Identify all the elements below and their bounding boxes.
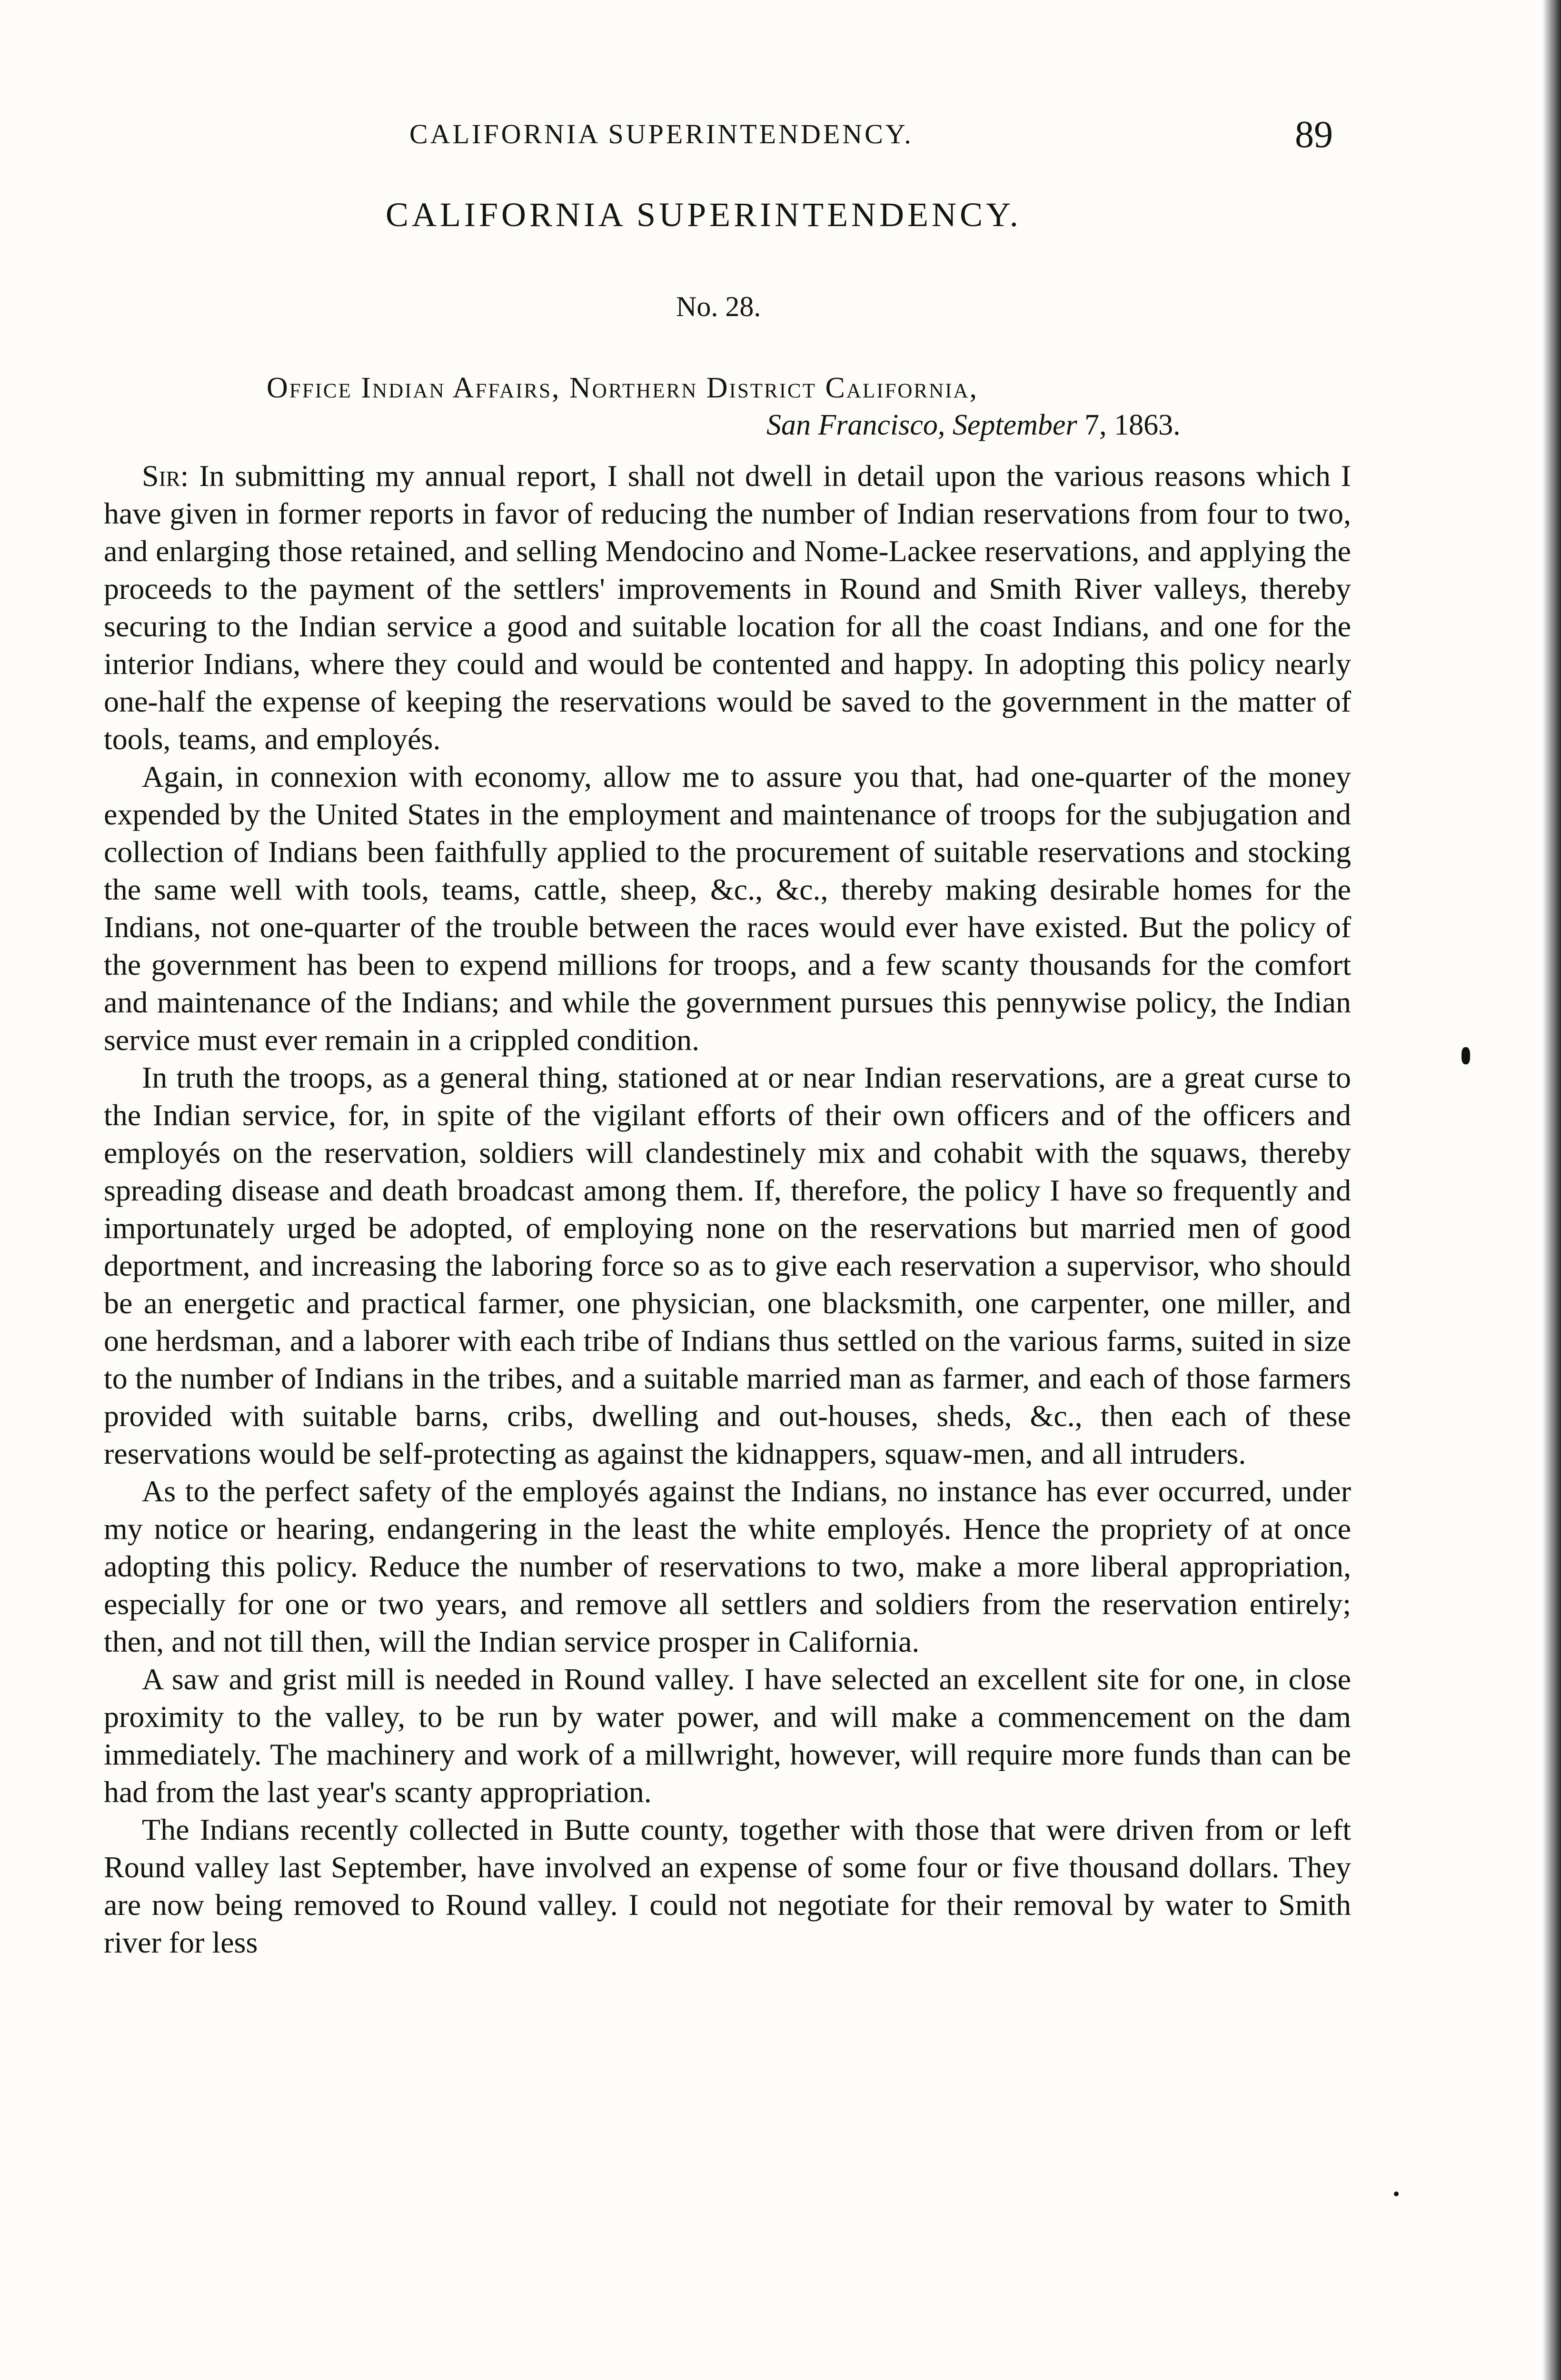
paragraph-2: Again, in connexion with economy, allow me to assure you that, had one-quarter of the money expended by the United States in the employment and maintenance of troops for the subjugation and collection of Indians been faithfully applied to the procurement of suitable reservations and stocking the same well with tools, teams, cattle, sheep, &c., &c., thereby making desirable homes for the Indians, not one-quarter of the trouble between the races would ever have existed. But the policy of the government has been to expend millions for troops, and a few scanty thousands for the comfort and maintenance of the Indians; and while the government pursues this pennywise policy, the Indian service must ever remain in a crippled condition. xyxy=(104,760,1351,1057)
place-date-rest: 7, 1863. xyxy=(1077,409,1181,441)
document-number: No. 28. xyxy=(676,291,761,322)
running-head: CALIFORNIA SUPERINTENDENCY. xyxy=(409,119,914,149)
place-date-italic: San Francisco, September xyxy=(766,409,1077,441)
office-heading: Office Indian Affairs, Northern District California, xyxy=(267,372,979,404)
paragraph-1 xyxy=(104,457,1351,758)
margin-ink-dot xyxy=(1394,2192,1399,2196)
section-title: CALIFORNIA SUPERINTENDENCY. xyxy=(386,196,1022,234)
page-number: 89 xyxy=(1295,114,1333,156)
paragraph-3: In truth the troops, as a general thing, stationed at or near Indian reservations, are a great curse to the Indian service, for, in spite of the vigilant efforts of their own officers and of the officers and employés on the reservation, soldiers will clandestinely mix and cohabit with the squaws, thereby spreading disease and death broadcast among them. If, therefore, the policy I have so frequently and importunately urged be adopted, of employing none on the reservations but married men of good deportment, and increasing the laboring force so as to give each reservation a supervisor, who should be an energetic and practical farmer, one physician, one blacksmith, one carpenter, one miller, and one herdsman, and a laborer with each tribe of Indians thus settled on the various farms, suited in size to the number of Indians in the tribes, and a suitable married man as farmer, and each of those farmers provided with suitable barns, cribs, dwelling and out-houses, sheds, &c., then each of these reservations would be self-protecting as against the kidnappers, squaw-men, and all intruders. xyxy=(104,1061,1351,1470)
paragraph-5: A saw and grist mill is needed in Round valley. I have selected an excellent site for one, in close proximity to the valley, to be run by water power, and will make a commencement on the dam immediately. The machinery and work of a millwright, however, will require more funds than can be had from the last year's scanty appropriation. xyxy=(104,1662,1351,1809)
paragraph-6: The Indians recently collected in Butte county, together with those that were driven from or left Round valley last September, have involved an expense of some four or five thousand dollars. They are now being removed to Round valley. I could not negotiate for their removal by water to Smith river for less xyxy=(104,1813,1351,1959)
paragraph-4: As to the perfect safety of the employés against the Indians, no instance has ever occurred, under my notice or hearing, endangering in the least the white employés. Hence the propriety of at once adopting this policy. Reduce the number of reservations to two, make a more liberal appropriation, especially for one or two years, and remove all settlers and soldiers from the reservation entirely; then, and not till then, will the Indian service prosper in California. xyxy=(104,1474,1351,1658)
page-edge-shadow xyxy=(1542,0,1561,2380)
paragraph-1-text: In submitting my annual report, I shall not dwell in detail upon the various reasons which I have given in former reports in favor of reducing the number of Indian reservations from four to two, and enlarging those retained, and selling Mendocino and Nome-Lackee reservations, and applying the proceeds to the payment of the settlers' improvements in Round and Smith River valleys, thereby securing to the Indian service a good and suitable location for all the coast Indians, and one for the interior Indians, where they could and would be contented and happy. In adopting this policy nearly one-half the expense of keeping the reservations would be saved to the government in the matter of tools, teams, and employés. xyxy=(104,459,1351,756)
letter-body xyxy=(104,457,1351,1961)
margin-ink-mark xyxy=(1462,1047,1470,1064)
salutation: Sir: xyxy=(142,459,189,493)
place-date-line xyxy=(766,408,1181,442)
